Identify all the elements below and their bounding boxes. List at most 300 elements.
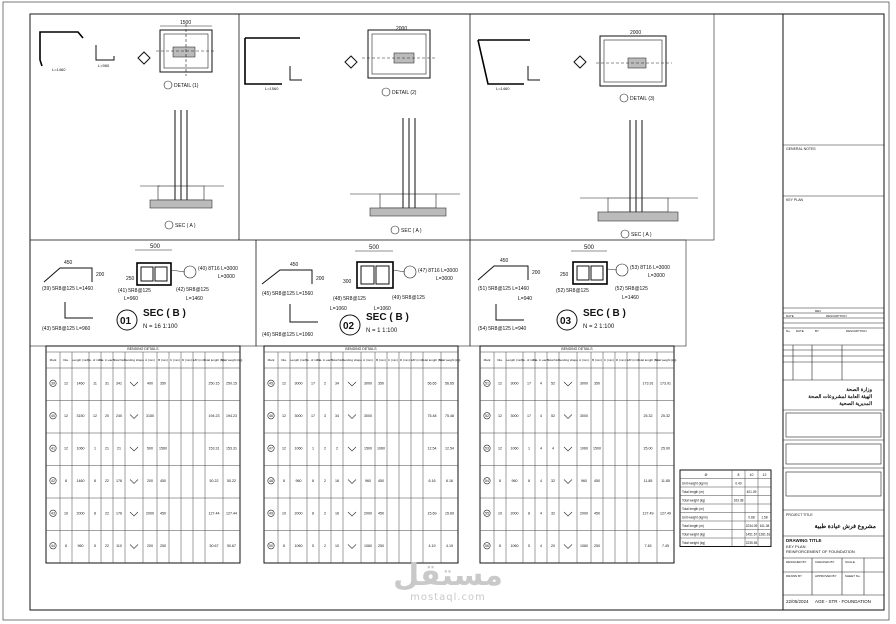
bar-mark: 43 <box>51 511 55 516</box>
schedule-header: D (mm) <box>616 358 626 362</box>
schedule-cell: 500 <box>147 446 153 451</box>
schedule-header: Dia. <box>281 358 287 362</box>
schedule-cell: 250 <box>594 543 600 548</box>
schedule-cell: 8 <box>499 543 501 548</box>
schedule-cell: 10 <box>335 543 339 548</box>
sec3-bar-c2: L=1460 <box>622 295 639 301</box>
schedule-cell: 8 <box>499 478 501 483</box>
schedule-cell: 194.23 <box>226 413 237 418</box>
schedule-cell: 52 <box>551 413 555 418</box>
sec3-side-dim: 250 <box>560 272 569 278</box>
summary-cell: 1.58 <box>761 515 768 520</box>
schedule-cell: 21 <box>117 446 121 451</box>
schedule-cell: 3 <box>324 413 326 418</box>
summary-cell: Unit weight (kg/m) <box>682 481 708 486</box>
schedule-cell: 2 <box>324 478 326 483</box>
schedule-cell: 3000 <box>364 413 372 418</box>
schedule-cell: 22 <box>105 478 109 483</box>
schedule-cell: 17 <box>527 381 531 386</box>
bar-mark: 48 <box>269 478 273 483</box>
schedule-cell: 11.85 <box>643 478 653 483</box>
schedule-cell: 127.49 <box>642 511 654 516</box>
sec2-top-dim: 500 <box>369 245 380 251</box>
notes-label: GENERAL NOTES <box>786 147 816 151</box>
bar-mark: 53 <box>485 446 489 451</box>
bending-shape-icon <box>130 545 138 549</box>
schedule-cell: 3000 <box>510 413 519 418</box>
schedule-cell: 1060 <box>76 446 85 451</box>
schedule-header: C (mm) <box>388 358 398 362</box>
bar-mark: 50 <box>269 543 273 548</box>
schedule-cell: 1060 <box>510 446 519 451</box>
schedule-cell: 12 <box>498 381 502 386</box>
schedule-cell: 173.91 <box>642 381 654 386</box>
summary-cell: 1281.61 <box>758 532 771 537</box>
schedule-header: Mark <box>267 358 275 362</box>
schedule-header: Dia. <box>63 358 69 362</box>
schedule-cell: 4 <box>540 478 542 483</box>
sec1-side-dim: 250 <box>126 276 135 282</box>
schedule-cell: 3150 <box>146 413 154 418</box>
sec1-sub: N = 16 1:100 <box>143 324 178 330</box>
bar-mark: 54 <box>485 478 489 483</box>
schedule-header: B (mm) <box>376 358 386 362</box>
client-ar-2: الهيئة العامة لمشروعات الصحة <box>808 394 872 400</box>
bending-shape-icon <box>130 512 138 516</box>
schedule-cell: 12 <box>282 446 286 451</box>
summary-cell: 163.38 <box>733 498 744 503</box>
section-panel-2 <box>256 240 470 346</box>
schedule-cell: 2000 <box>76 511 85 516</box>
schedule-cell: 12 <box>93 413 97 418</box>
schedule-cell: 11 <box>93 381 97 386</box>
bending-schedule-2 <box>264 346 460 563</box>
designed-by: DESIGNED BY <box>786 560 807 564</box>
schedule-cell: 1500 <box>593 446 601 451</box>
sec2-h: 200 <box>316 276 325 282</box>
sec3-bar-e: (54) 5R8@125 L=940 <box>478 326 527 332</box>
bending-shape-icon <box>130 480 138 484</box>
bar-mark: 49 <box>269 511 273 516</box>
schedule-cell: 11.85 <box>661 478 670 483</box>
schedule-cell: 56.65 <box>427 381 437 386</box>
schedule-header: Bending shape <box>341 358 363 362</box>
schedule-cell: 3000 <box>510 381 519 386</box>
bending-shape-icon <box>564 480 572 484</box>
schedule-cell: 8 <box>65 543 67 548</box>
svg-text:L=1460: L=1460 <box>496 86 510 91</box>
bending-schedule-1 <box>46 346 242 563</box>
sec2-bar-c: (49) 5R8@125 <box>392 295 425 301</box>
sec2-bar-d: (45) 5R8@125 L=1560 <box>262 291 314 297</box>
section-caption-3: SEC ( A ) <box>631 232 652 238</box>
schedule-header: No. in each <box>533 358 549 362</box>
schedule-cell: 127.44 <box>208 511 220 516</box>
bending-shape-icon <box>564 415 572 419</box>
schedule-cell: 12.54 <box>427 446 437 451</box>
drawing-no: AGE - STR - FOUNDATION <box>815 599 871 604</box>
summary-header: 10 <box>749 473 754 477</box>
schedule-cell: 16 <box>335 511 339 516</box>
schedule-cell: 1060 <box>580 446 588 451</box>
summary-cell: 2235.55 <box>745 541 758 545</box>
title-block <box>783 14 884 610</box>
schedule-header: Bending shape <box>557 358 579 362</box>
drawing-title-1: KEY PLAN <box>786 544 806 549</box>
sec2-sub: N = 1 1:100 <box>366 328 398 334</box>
schedule-cell: 2 <box>324 381 326 386</box>
schedule-cell: 31 <box>105 381 109 386</box>
schedule-cell: 173.91 <box>660 381 671 386</box>
schedule-header: E/R (mm) <box>410 358 424 362</box>
sec1-number: 01 <box>120 316 132 327</box>
schedule-cell: 20 <box>551 543 555 548</box>
schedule-cell: 1 <box>528 446 530 451</box>
schedule-cell: 450 <box>378 478 384 483</box>
sec1-bar-e: (43) 5R8@125 L=960 <box>42 326 91 332</box>
schedule-cell: 8 <box>312 478 314 483</box>
plan-caption-3: DETAIL (3) <box>630 96 655 102</box>
schedule-cell: 4 <box>540 413 542 418</box>
schedule-cell: 250 <box>160 543 166 548</box>
schedule-title: BENDING DETAILS <box>345 347 377 351</box>
schedule-cell: 12 <box>64 413 68 418</box>
schedule-header: Total No. <box>331 358 343 362</box>
checked-by: CHECKED BY <box>815 560 835 564</box>
bar-mark: 55 <box>485 511 489 516</box>
plan-caption-1: DETAIL (1) <box>174 83 199 89</box>
summary-cell: 0.88 <box>748 515 755 520</box>
schedule-header: Length (mm) <box>71 358 90 362</box>
schedule-header: B (mm) <box>592 358 602 362</box>
schedule-cell: 1060 <box>580 543 588 548</box>
svg-text:L=1460: L=1460 <box>52 67 66 72</box>
schedule-cell: 75.48 <box>445 413 454 418</box>
sec2-bar-c2: L=1060 <box>374 306 391 312</box>
bending-schedules <box>46 346 676 563</box>
schedule-cell: 200 <box>147 543 153 548</box>
schedule-cell: 32 <box>551 478 555 483</box>
svg-text:L=960: L=960 <box>98 63 110 68</box>
schedule-cell: 4 <box>552 446 554 451</box>
schedule-header: Mark <box>49 358 57 362</box>
sec2-hook: 450 <box>290 262 299 268</box>
schedule-header: Total weight (kg) <box>220 358 243 362</box>
schedule-cell: 250 <box>378 543 384 548</box>
section-caption-2: SEC ( A ) <box>401 228 422 234</box>
schedule-cell: 7.45 <box>662 543 669 548</box>
schedule-cell: 6.16 <box>428 478 436 483</box>
schedule-cell: 8 <box>94 478 96 483</box>
sec1-bar-b: (41) 5R8@125 <box>118 288 151 294</box>
key-plan-label: KEY PLAN <box>786 198 804 202</box>
sec3-bar-d: (51) 5R8@125 L=1460 <box>478 286 530 292</box>
schedule-title: BENDING DETAILS <box>127 347 159 351</box>
date-value: 22/05/2024 <box>786 599 809 604</box>
schedule-cell: 3000 <box>364 381 372 386</box>
schedule-cell: 250.15 <box>208 381 220 386</box>
detail-panel-2 <box>239 14 470 240</box>
schedule-header: B (mm) <box>158 358 168 362</box>
schedule-cell: 341 <box>116 381 122 386</box>
schedule-cell: 960 <box>295 478 302 483</box>
schedule-cell: 16 <box>335 478 339 483</box>
schedule-cell: 1060 <box>294 543 303 548</box>
schedule-cell: 1460 <box>76 381 85 386</box>
schedule-cell: 52 <box>551 381 555 386</box>
schedule-header: No. of mbrs <box>521 358 537 362</box>
sec1-h: 200 <box>96 272 105 278</box>
bar-mark: 47 <box>269 446 273 451</box>
schedule-cell: 1060 <box>510 543 519 548</box>
sec1-bar-a2: L=3000 <box>218 274 235 280</box>
schedule-cell: 8 <box>283 543 285 548</box>
schedule-cell: 21 <box>105 446 109 451</box>
schedule-cell: 4 <box>540 381 542 386</box>
summary-cell: 1451.67 <box>745 532 758 537</box>
svg-text:2000: 2000 <box>396 26 408 32</box>
schedule-cell: 5 <box>528 543 530 548</box>
schedule-cell: 1060 <box>377 446 385 451</box>
schedule-cell: 350 <box>594 381 600 386</box>
schedule-cell: 110 <box>116 543 122 548</box>
schedule-cell: 12.54 <box>445 446 454 451</box>
rev-head-date: DATE <box>786 314 794 318</box>
bar-mark: 51 <box>485 381 489 386</box>
section-panel-3 <box>470 240 686 346</box>
schedule-header: Dia. <box>497 358 503 362</box>
bending-shape-icon <box>564 512 572 516</box>
summary-cell: Total weight (kg) <box>682 541 706 545</box>
project-label: PROJECT TITLE <box>786 513 813 517</box>
sec3-bar-a2: L=3000 <box>648 273 665 279</box>
schedule-cell: 4 <box>540 446 542 451</box>
schedule-header: No. in each <box>317 358 333 362</box>
schedule-header: Length (mm) <box>505 358 524 362</box>
sec1-l1: L=960 <box>124 296 139 302</box>
schedule-cell: 50.22 <box>209 478 219 483</box>
schedule-cell: 12 <box>64 381 68 386</box>
bending-shape-icon <box>348 415 356 419</box>
schedule-cell: 2000 <box>146 511 154 516</box>
schedule-cell: 50.22 <box>227 478 236 483</box>
schedule-header: Total length (m) <box>637 358 659 362</box>
schedule-header: D (mm) <box>400 358 410 362</box>
approved-by: APPROVED BY <box>815 574 837 578</box>
rev-col-date: DATE <box>796 329 804 333</box>
sec2-l1: L=1060 <box>330 306 347 312</box>
schedule-cell: 25.00 <box>643 446 653 451</box>
bending-shape-icon <box>130 447 138 451</box>
schedule-cell: 3000 <box>580 381 588 386</box>
bending-shape-icon <box>348 382 356 386</box>
summary-cell: 611.08 <box>759 524 770 528</box>
rev-head-rev: REV <box>815 309 822 313</box>
schedule-cell: 22 <box>105 511 109 516</box>
summary-header: Ø <box>704 473 708 477</box>
schedule-cell: 127.49 <box>660 511 671 516</box>
summary-cell: Total length (m) <box>682 524 704 528</box>
schedule-header: No. of mbrs <box>305 358 321 362</box>
bar-mark: 45 <box>269 381 273 386</box>
schedule-header: A (mm) <box>579 358 589 362</box>
schedule-cell: 960 <box>511 478 518 483</box>
schedule-cell: 32 <box>551 511 555 516</box>
schedule-cell: 5 <box>312 543 314 548</box>
sec3-hook: 450 <box>500 258 509 264</box>
watermark-main: مستقل <box>393 558 503 593</box>
bending-shape-icon <box>130 415 138 419</box>
schedule-header: Total length (m) <box>421 358 443 362</box>
schedule-cell: 50.67 <box>209 543 219 548</box>
schedule-cell: 200 <box>147 478 153 483</box>
schedule-cell: 7.45 <box>644 543 652 548</box>
sec2-bar-a: (47) 8T16 L=3000 <box>418 268 458 274</box>
sec2-bar-e: (46) 5R8@125 L=1060 <box>262 332 314 338</box>
schedule-cell: 12 <box>282 413 286 418</box>
svg-text:1500: 1500 <box>180 20 192 26</box>
bending-shape-icon <box>564 447 572 451</box>
schedule-cell: 17 <box>527 413 531 418</box>
schedule-cell: 12 <box>282 381 286 386</box>
sec2-side-dim: 300 <box>343 279 352 285</box>
schedule-cell: 4 <box>540 511 542 516</box>
schedule-header: A (mm) <box>145 358 155 362</box>
sec3-number: 03 <box>560 316 572 327</box>
schedule-cell: 960 <box>581 478 587 483</box>
schedule-header: No. in each <box>99 358 115 362</box>
schedule-cell: 2000 <box>294 511 303 516</box>
drawing-title-2: REINFORCEMENT OF FOUNDATION <box>786 549 855 554</box>
schedule-header: Total No. <box>547 358 559 362</box>
schedule-header: E/R (mm) <box>626 358 640 362</box>
bar-mark: 46 <box>269 413 273 418</box>
schedule-cell: 22 <box>105 543 109 548</box>
schedule-cell: 10 <box>64 511 68 516</box>
summary-cell: 2234.09 <box>745 524 758 528</box>
sec3-h: 200 <box>532 270 541 276</box>
schedule-cell: 15.69 <box>427 511 437 516</box>
schedule-cell: 34 <box>335 413 339 418</box>
schedule-cell: 20 <box>105 413 109 418</box>
summary-cell: 0.40 <box>735 481 742 486</box>
schedule-cell: 6.16 <box>446 478 453 483</box>
schedule-header: D (mm) <box>182 358 192 362</box>
sec3-l1: L=940 <box>518 296 533 302</box>
summary-cell: Total weight (kg) <box>682 498 706 503</box>
bar-mark: 39 <box>51 381 55 386</box>
schedule-cell: 3150 <box>76 413 85 418</box>
schedule-header: Total length (m) <box>203 358 225 362</box>
schedule-cell: 25.32 <box>661 413 670 418</box>
bending-shape-icon <box>564 382 572 386</box>
sec3-bar-a: (53) 8T16 L=3000 <box>630 265 670 271</box>
schedule-cell: 1460 <box>76 478 85 483</box>
schedule-cell: 1060 <box>294 446 303 451</box>
schedule-cell: 75.48 <box>427 413 437 418</box>
client-ar-3: المديرية الصحية <box>839 401 872 407</box>
schedule-cell: 17 <box>311 413 315 418</box>
schedule-cell: 12 <box>498 446 502 451</box>
schedule-header: Bending shape <box>123 358 145 362</box>
schedule-cell: 960 <box>365 478 371 483</box>
schedule-cell: 25.32 <box>643 413 653 418</box>
bending-shape-icon <box>348 480 356 484</box>
bar-mark: 44 <box>51 543 55 548</box>
sec3-bar-b: (52) 5R8@125 <box>556 288 589 294</box>
drawing-title-label: DRAWING TITLE <box>786 538 822 543</box>
schedule-header: Total weight (kg) <box>654 358 677 362</box>
sheet-no: SHEET No. <box>845 574 861 578</box>
plan-caption-2: DETAIL (2) <box>392 90 417 96</box>
drawn-by: DRAWN BY <box>786 574 803 578</box>
schedule-cell: 2 <box>336 446 338 451</box>
sec1-bar-c2: L=1460 <box>186 296 203 302</box>
sec3-bar-c: (52) 5R8@125 <box>615 286 648 292</box>
schedule-cell: 12 <box>498 413 502 418</box>
watermark-logo <box>388 560 508 603</box>
steel-summary-table <box>680 470 771 547</box>
schedule-cell: 1500 <box>364 446 372 451</box>
detail-panel-3 <box>470 14 714 240</box>
schedule-cell: 4 <box>540 543 542 548</box>
bar-mark: 41 <box>51 446 55 451</box>
bending-shape-icon <box>348 545 356 549</box>
sec2-title: SEC ( B ) <box>366 312 409 323</box>
schedule-cell: 8 <box>528 511 530 516</box>
sec3-title: SEC ( B ) <box>583 308 626 319</box>
schedule-cell: 450 <box>594 511 600 516</box>
section-caption-1: SEC ( A ) <box>175 223 196 229</box>
sec1-title: SEC ( B ) <box>143 308 186 319</box>
bending-shape-icon <box>130 382 138 386</box>
scale-label: SCALE <box>845 560 855 564</box>
bending-shape-icon <box>348 512 356 516</box>
bending-shape-icon <box>564 545 572 549</box>
schedule-header: C (mm) <box>604 358 614 362</box>
sec1-bar-d: (39) 5R8@125 L=1460 <box>42 286 94 292</box>
schedule-cell: 2 <box>324 446 326 451</box>
schedule-cell: 1 <box>312 446 314 451</box>
schedule-cell: 5 <box>94 543 96 548</box>
bending-schedule-3 <box>480 346 676 563</box>
schedule-cell: 4.19 <box>428 543 436 548</box>
rev-col-no: No. <box>786 329 791 333</box>
schedule-cell: 350 <box>160 381 166 386</box>
schedule-header: Total weight (kg) <box>438 358 461 362</box>
bar-mark: 56 <box>485 543 489 548</box>
bar-mark: 52 <box>485 413 489 418</box>
bending-shape-icon <box>348 447 356 451</box>
sec3-sub: N = 2 1:100 <box>583 324 615 330</box>
rev-head-desc: DESCRIPTION <box>826 314 847 318</box>
schedule-cell: 12 <box>64 446 68 451</box>
project-title-ar: مشروع فرش عيادة طبية <box>814 524 876 530</box>
schedule-cell: 176 <box>116 511 122 516</box>
schedule-cell: 127.44 <box>226 511 237 516</box>
schedule-header: E/R (mm) <box>192 358 206 362</box>
schedule-cell: 10 <box>282 511 286 516</box>
svg-text:L=1560: L=1560 <box>265 86 279 91</box>
sec1-bar-c: (42) 5R8@125 <box>176 287 209 293</box>
schedule-cell: 1060 <box>364 543 372 548</box>
schedule-cell: 960 <box>77 543 84 548</box>
schedule-header: A (mm) <box>363 358 373 362</box>
schedule-cell: 10 <box>498 511 502 516</box>
schedule-header: C (mm) <box>170 358 180 362</box>
schedule-cell: 3000 <box>294 381 303 386</box>
schedule-cell: 2 <box>324 543 326 548</box>
